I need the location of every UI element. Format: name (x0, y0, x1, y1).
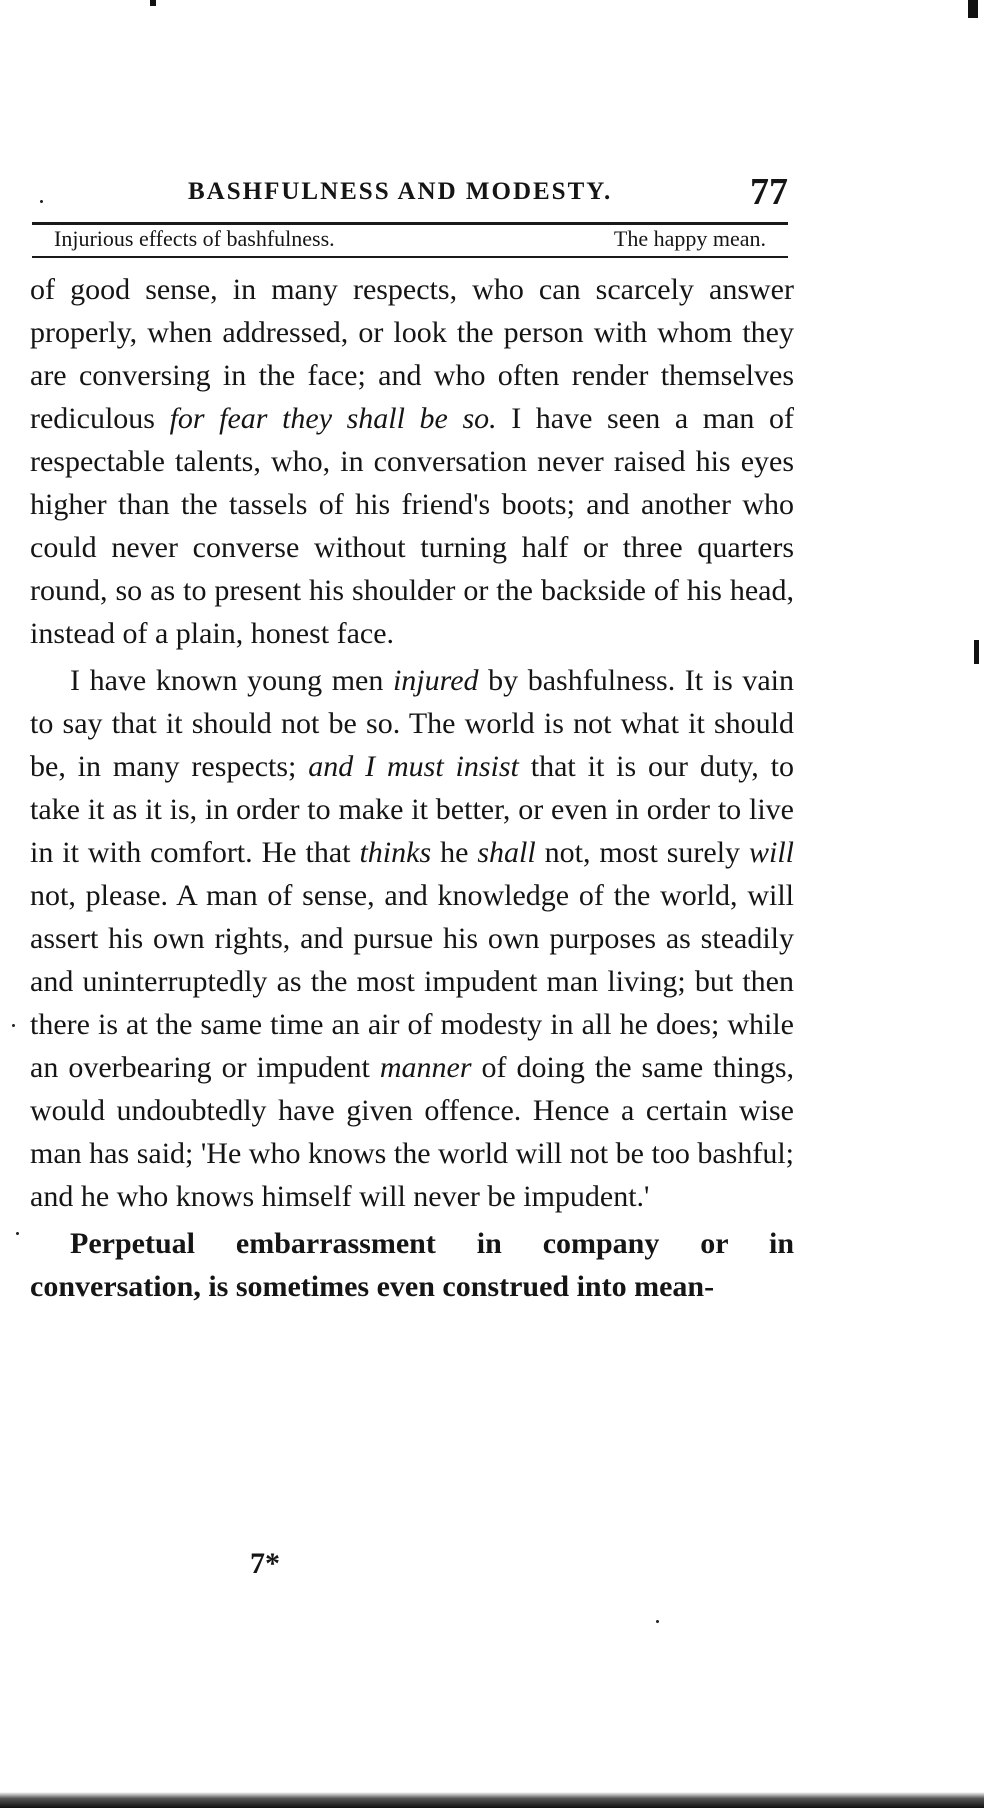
header-rule-bottom (32, 256, 788, 258)
page-number: 77 (750, 171, 788, 213)
paragraph1-italic: for fear they shall be so. (169, 402, 497, 435)
paragraph-continued (30, 268, 794, 655)
corner-mark-top-right (968, 0, 978, 18)
paragraph-embarrassment: Perpetual embarrassment in company or in conversation, is sometimes even construed into mean- (30, 1227, 794, 1303)
italic-will: will (748, 836, 794, 869)
italic-shall: shall (477, 836, 536, 869)
page-bottom-edge (0, 1792, 984, 1808)
paragraph2-part-4: he (431, 836, 478, 869)
page-title: BASHFULNESS AND MODESTY. (188, 178, 613, 205)
corner-mark-top-left (150, 0, 156, 6)
paragraph2-part-1: I have known young men (70, 664, 393, 697)
paragraph2-part-2: by bashfulness. It is vain to say that it should not be so. The world is not what it should be, in many respects; (30, 664, 795, 783)
running-subhead (38, 226, 788, 256)
paragraph2-part-5: not, most surely (535, 836, 749, 869)
paragraph1-tail: I have seen a man of respectable talents, who, in conversation never raised his eyes higher than the tassels of his friend's boots; and another who could never converse without turning half or three quarters round, so as to present his shoulder or the backside of his head, instead of a plain, honest face. (30, 402, 795, 650)
subhead-left: Injurious effects of bashfulness. (54, 226, 335, 251)
ink-speck (40, 200, 43, 203)
italic-thinks: thinks (359, 836, 432, 869)
edge-mark-right (974, 640, 979, 664)
ink-speck (16, 1232, 19, 1235)
italic-manner: manner (379, 1051, 472, 1084)
body-text (30, 268, 794, 1308)
italic-injured: injured (392, 664, 479, 697)
ink-speck (656, 1620, 659, 1623)
ink-speck (12, 1024, 15, 1027)
paragraph2-part-6: not, please. A man of sense, and knowledge of the world, will assert his own rights, and pursue his own purposes as steadily and uninterruptedly as the most impudent man living; but then there is at the same time an air of modesty in all he does; while an overbearing or impudent (30, 879, 794, 1084)
paragraph-bashfulness (30, 659, 794, 1218)
italic-insist: and I must insist (308, 750, 519, 783)
paragraph2-part-7: of doing the same things, would undoubtedly have given offence. Hence a certain wise man has said; 'He who knows the world will not be too bashful; and he who knows himself will never be impudent.' (30, 1051, 794, 1213)
paragraph1-lead: of good sense, in many respects, who can scarcely answer properly, when addressed, or look the person with whom they are conversing in the face; and who often render themselves rediculous (30, 273, 794, 435)
header-rule-top (32, 222, 788, 225)
signature-mark: 7* (250, 1547, 280, 1580)
running-head (38, 170, 788, 220)
subhead-right: The happy mean. (613, 226, 766, 251)
paragraph2-part-3: that it is our duty, to take it as it is, in order to make it better, or even in order to live in it with comfort. He that (30, 750, 794, 869)
